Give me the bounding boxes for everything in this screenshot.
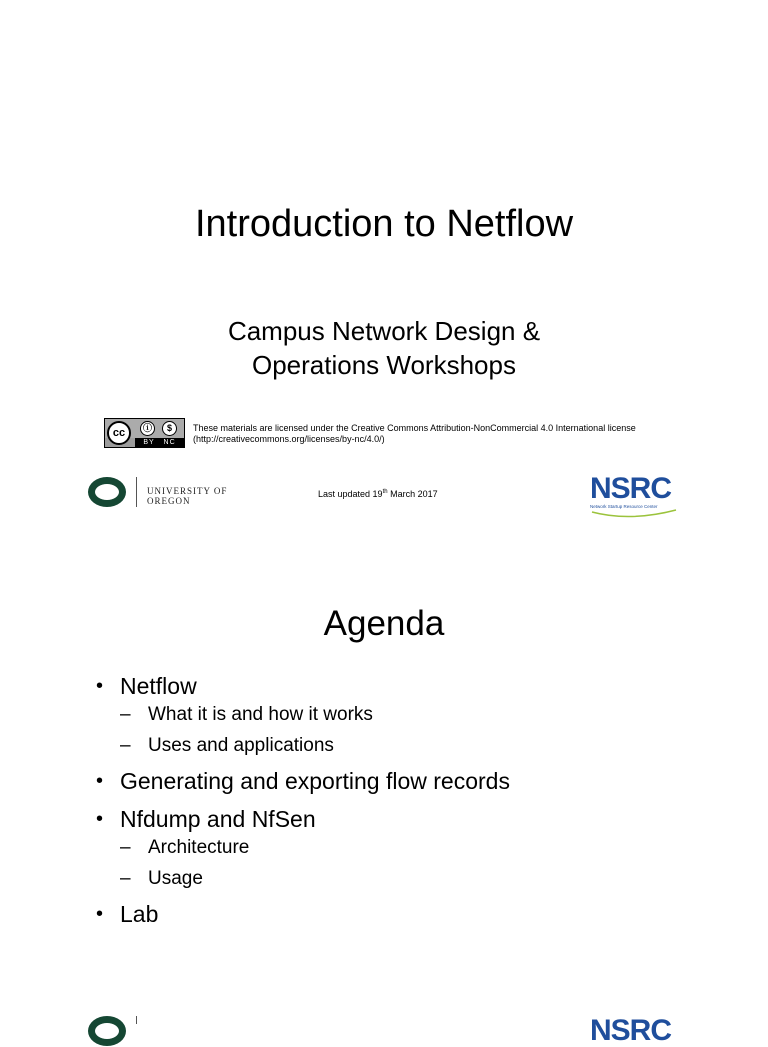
agenda-list <box>92 671 732 937</box>
nsrc-logo-footer <box>590 1014 680 1047</box>
agenda-item: • Lab <box>96 901 159 927</box>
nsrc-swoosh-icon <box>590 508 680 520</box>
agenda-item: • Generating and exporting flow records <box>96 768 510 794</box>
nsrc-wordmark: NSRC <box>590 472 672 505</box>
cc-badge-labels: BY NC <box>135 438 184 447</box>
license-url: (http://creativecommons.org/licenses/by-nc/4.0/) <box>193 434 385 444</box>
nsrc-wordmark: NSRC <box>590 1014 672 1047</box>
agenda-subitem: – Uses and applications <box>120 735 334 756</box>
agenda-item: • Nfdump and NfSen – Architecture – Usage <box>92 804 732 891</box>
university-of-oregon-logo-footer <box>88 1016 148 1024</box>
slide-subtitle <box>0 314 768 382</box>
uo-o-icon <box>88 477 126 507</box>
noncommercial-icon: $ <box>162 421 177 436</box>
license-line-1: These materials are licensed under the Creative Commons Attribution-NonCommercial 4.0 International license <box>193 423 636 433</box>
uo-o-icon <box>88 1016 126 1046</box>
slide-divider <box>0 560 768 561</box>
agenda-subitem: – Usage <box>120 868 203 889</box>
last-updated-text: Last updated 19th March 2017 <box>318 489 438 499</box>
university-of-oregon-logo <box>88 476 268 508</box>
cc-icon: cc <box>107 421 131 445</box>
agenda-subitem: – What it is and how it works <box>120 704 373 725</box>
agenda-title: Agenda <box>323 604 445 643</box>
license-text <box>193 423 663 445</box>
uo-wordmark: UNIVERSITY OF OREGON <box>147 486 228 506</box>
subtitle-line-1: Campus Network Design & <box>227 316 541 346</box>
nsrc-logo <box>590 474 680 520</box>
agenda-subitem: – Architecture <box>120 837 250 858</box>
creative-commons-badge <box>104 418 185 448</box>
slide-title: Introduction to Netflow <box>194 203 574 245</box>
agenda-item: • Netflow – What it is and how it works – Uses and applications <box>92 671 732 758</box>
subtitle-line-2: Operations Workshops <box>252 350 516 380</box>
attribution-icon: ⓘ <box>140 421 155 436</box>
nsrc-tagline: Network Startup Resource Center <box>590 504 658 509</box>
